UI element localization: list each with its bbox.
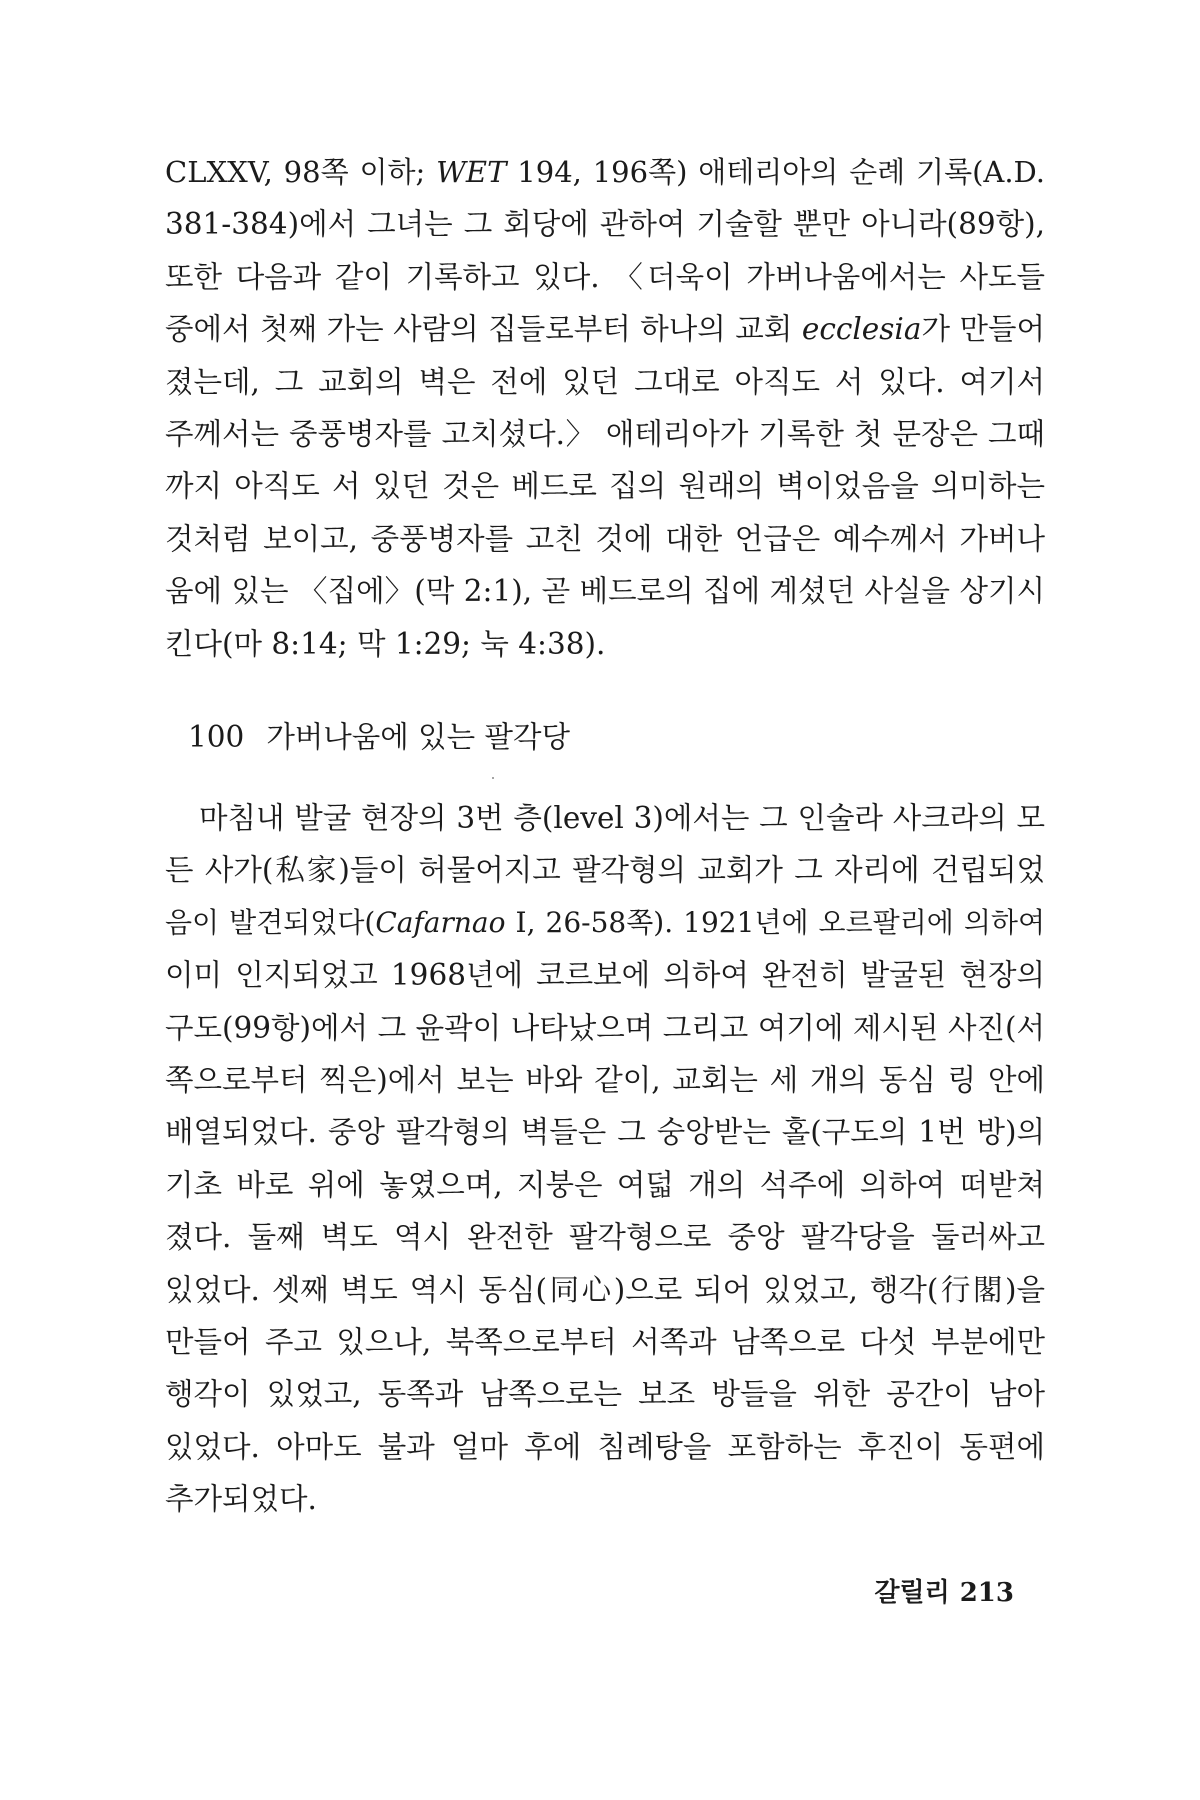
paragraph-1 xyxy=(165,146,1045,670)
running-head: 갈릴리 xyxy=(874,1578,950,1608)
section-number: 100 xyxy=(188,720,245,754)
text-line: 든 사가(私家)들이 허물어지고 팔각형의 교회가 그 자리에 건립되었 xyxy=(165,853,1045,888)
paper-speck xyxy=(492,777,494,779)
text-line: 중에서 첫째 가는 사람의 집들로부터 하나의 교회 ecclesia가 만들어 xyxy=(165,312,1045,347)
page-footer xyxy=(874,1573,1014,1613)
text-line: 졌다. 둘째 벽도 역시 완전한 팔각형으로 중앙 팔각당을 둘러싸고 xyxy=(165,1220,1045,1255)
section-title: 가버나움에 있는 팔각당 xyxy=(266,720,571,754)
text-line: 있었다. 아마도 불과 얼마 후에 침례탕을 포함하는 후진이 동편에 xyxy=(165,1429,1045,1464)
text-line: 쪽으로부터 찍은)에서 보는 바와 같이, 교회는 세 개의 동심 링 안에 xyxy=(165,1063,1045,1098)
section-heading xyxy=(188,711,570,763)
text-line: 움에 있는 〈집에〉(막 2:1), 곧 베드로의 집에 계셨던 사실을 상기시 xyxy=(165,574,1045,609)
text-line: CLXXV, 98쪽 이하; WET 194, 196쪽) 애테리아의 순례 기록(A.D. xyxy=(165,155,1045,189)
text-line: 추가되었다. xyxy=(165,1482,317,1517)
text-line: 킨다(마 8:14; 막 1:29; 눅 4:38). xyxy=(165,626,606,661)
text-line: 구도(99항)에서 그 윤곽이 나타났으며 그리고 여기에 제시된 사진(서 xyxy=(165,1010,1045,1045)
text-line: 있었다. 셋째 벽도 역시 동심(同心)으로 되어 있었고, 행각(行閣)을 xyxy=(165,1272,1045,1307)
text-line: 또한 다음과 같이 기록하고 있다. 〈더욱이 가버나움에서는 사도들 xyxy=(165,259,1045,294)
page-number: 213 xyxy=(959,1578,1014,1608)
foreign-term: WET xyxy=(436,155,507,189)
text-line: 음이 발견되었다(Cafarnao I, 26-58쪽). 1921년에 오르팔리에 의하여 xyxy=(165,905,1045,939)
text-line: 만들어 주고 있으나, 북쪽으로부터 서쪽과 남쪽으로 다섯 부분에만 xyxy=(165,1325,1045,1360)
text-line: 졌는데, 그 교회의 벽은 전에 있던 그대로 아직도 서 있다. 여기서 xyxy=(165,364,1045,399)
text-line: 주께서는 중풍병자를 고치셨다.〉 애테리아가 기록한 첫 문장은 그때 xyxy=(165,417,1045,452)
text-line: 마침내 발굴 현장의 3번 층(level 3)에서는 그 인술라 사크라의 모 xyxy=(199,801,1045,835)
foreign-term: Cafarnao xyxy=(375,905,506,939)
text-line: 배열되었다. 중앙 팔각형의 벽들은 그 숭앙받는 홀(구도의 1번 방)의 xyxy=(165,1115,1045,1150)
text-line: 것처럼 보이고, 중풍병자를 고친 것에 대한 언급은 예수께서 가버나 xyxy=(165,521,1045,556)
text-line: 이미 인지되었고 1968년에 코르보에 의하여 완전히 발굴된 현장의 xyxy=(165,958,1045,993)
text-line: 행각이 있었고, 동쪽과 남쪽으로는 보조 방들을 위한 공간이 남아 xyxy=(165,1377,1045,1412)
text-line: 까지 아직도 서 있던 것은 베드로 집의 원래의 벽이었음을 의미하는 xyxy=(165,469,1045,504)
foreign-term: ecclesia xyxy=(801,312,922,347)
paragraph-2 xyxy=(165,792,1045,1526)
text-line: 381-384)에서 그녀는 그 회당에 관하여 기술할 뿐만 아니라(89항), xyxy=(165,207,1045,242)
text-line: 기초 바로 위에 놓였으며, 지붕은 여덟 개의 석주에 의하여 떠받쳐 xyxy=(165,1167,1045,1202)
